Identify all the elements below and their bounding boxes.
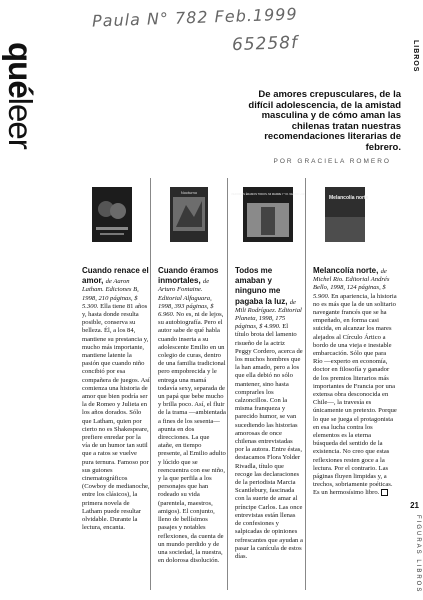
review-meta: de Arturo Fontaine. Editorial Alfaguara, 1998, 393 páginas, $ 6.960. bbox=[158, 278, 214, 319]
review-title: Todos me amaban y ninguno me pagaba la luz, bbox=[235, 266, 290, 306]
book-cover-1-image bbox=[92, 187, 132, 242]
book-cover-2-image bbox=[170, 187, 208, 242]
column-rule bbox=[227, 178, 228, 590]
review-title: Melancolía norte, bbox=[313, 266, 381, 275]
book-cover-2 bbox=[170, 187, 208, 242]
handwritten-note-line2: 65258f bbox=[231, 32, 299, 56]
page-number: 21 bbox=[410, 501, 419, 510]
review-body: Ella tiene 81 años y, hasta donde resulta posible, conserva su belleza. Él, a los 84, mantiene su prestancia y, mucho más importante, mantiene latente la pasión que cuando niño concibió por esa compañera de juegos. Así comienza una historia de amor que bien podría ser la de Romeo y Julieta en los años dorados. Sólo que Latham, quien por cierto no es Shakespeare, prefiere enredar por la vía de un humor tan sutil que a ratos se vuelve pura ternura. Famoso por sus guiones cinematográficos (Cowboy de medianoche, entre los clásicos), la primera novela de Latham puede resultar olvidable. Durante la lectura, encanta. bbox=[82, 302, 150, 532]
byline: POR GRACIELA ROMERO bbox=[273, 158, 391, 165]
book-cover-2-caption: Nocturno bbox=[180, 190, 198, 195]
book-cover-3-caption: PERDIDOS ÉRAMOS TODOS. MI MADRE Y YO. NEGRO LUZ bbox=[231, 193, 305, 196]
review-title: Cuando renace el amor, bbox=[82, 266, 149, 286]
review-body: En apariencia, la historia no es más que la de un solitario navegante francés que se ha empeñado, en forma casi suicida, en alcanzar los mares alejados al Círculo Ártico a bordo de una vieja e inestable embarcación. Sólo que para Río —experto en economía, doctor en filosofía y ganador de los premios literarios más importantes de Francia por una extensa obra desconocida en Chile—, la travesía es únicamente un pretexto. Porque lo que se juega el protagonista en esa lucha contra los elementos es la eterna búsqueda del sentido de la existencia. No creo que estas reflexiones resten goce a la lectura. Por el contrario. Las páginas fluyen limpidas y, a trechos, sobriamente poéticas. Es un hermosísimo libro. bbox=[313, 292, 397, 497]
review-body: No es, ni de lejos, su autobiografía. Pero el autor sabe de qué habla cuando inserta a su adolescente Emilio en un colegio de curas, dentro de una familia tradicional pero empobrecida y le entrega una mamá todavía sexy, separada de un papá que bebe mucho y brilla poco. Así, el fluir de la trama —ambientada a fines de los sesenta— apunta en dos direcciones. La que atañe, en tiempo presente, al Emilio adulto y lúcido que se reencuentra con ese niño, y la que perfila a los personajes que han rodeado su vida (parentela, maestros, amigos). El conjunto, lleno de bellísimos pasajes y notables reflexiones, da cuenta de un mundo perdido y de una sociedad, la nuestra, en dolorosa disolución. bbox=[158, 311, 226, 565]
review-meta: de Mili Rodríguez. Editorial Planeta, 1998, 175 páginas, $ 4.990. bbox=[235, 298, 302, 331]
review-column-4 bbox=[313, 266, 397, 592]
book-cover-3-image bbox=[231, 187, 305, 242]
review-column-1 bbox=[82, 266, 150, 592]
section-tag-text: LIBROS bbox=[412, 40, 419, 73]
section-title bbox=[2, 42, 40, 192]
book-cover-4 bbox=[325, 187, 369, 242]
section-title-leer: leer bbox=[2, 97, 39, 149]
book-cover-3 bbox=[231, 187, 305, 242]
book-cover-4-image bbox=[325, 187, 369, 242]
review-meta: de Aaron Latham. Ediciones B, 1998, 210 páginas, $ 5.300. bbox=[82, 278, 139, 310]
review-meta: de Michel Rio. Editorial Andrés Bello, 1998, 124 páginas, $ 5.900. bbox=[313, 268, 390, 300]
section-title-que: qué bbox=[2, 42, 39, 98]
column-rule bbox=[150, 178, 151, 590]
handwritten-note-line1: Paula N° 782 Feb.1999 bbox=[91, 4, 298, 31]
review-title: Cuando éramos inmortales, bbox=[158, 266, 219, 286]
review-column-3 bbox=[235, 266, 303, 592]
book-cover-4-caption: Melancolía norte bbox=[329, 195, 369, 201]
review-column-2 bbox=[158, 266, 226, 592]
intro-text: De amores crepusculares, de la difícil adolescencia, de la amistad masculina y de cómo aman las chilenas tratan nuestras recomendaciones literarias de febrero. bbox=[248, 89, 401, 153]
section-tag bbox=[407, 40, 419, 100]
footer-section-label bbox=[411, 515, 421, 595]
footer-section-label-text: FIGURAS LIBROS bbox=[415, 515, 421, 594]
review-body: El título brota del lamento risueño de la actriz Peggy Cordero, acerca de los muchos hombres que la han amado, pero a los que ella debió no sólo mantener, sino hasta comprarles los calzoncillos. Con la misma franqueza y parecido humor, se van sucediendo las historias amorosas de once chilenas entrevistadas por la autora. Entre éstas, destacamos Flora Yolder Rivadla, título que recoge las declaraciones de la periodista Marcia Scantlebury, fascinada con la suerte de amar al príncipe Carlos. Las once entrevistas están llenas de confesiones y salpicadas de opiniones refrescantes que ayudan a pasar la canícula de estos días. bbox=[235, 323, 303, 560]
end-mark-icon bbox=[381, 489, 388, 496]
column-rule bbox=[305, 178, 306, 590]
book-cover-1 bbox=[92, 187, 132, 242]
